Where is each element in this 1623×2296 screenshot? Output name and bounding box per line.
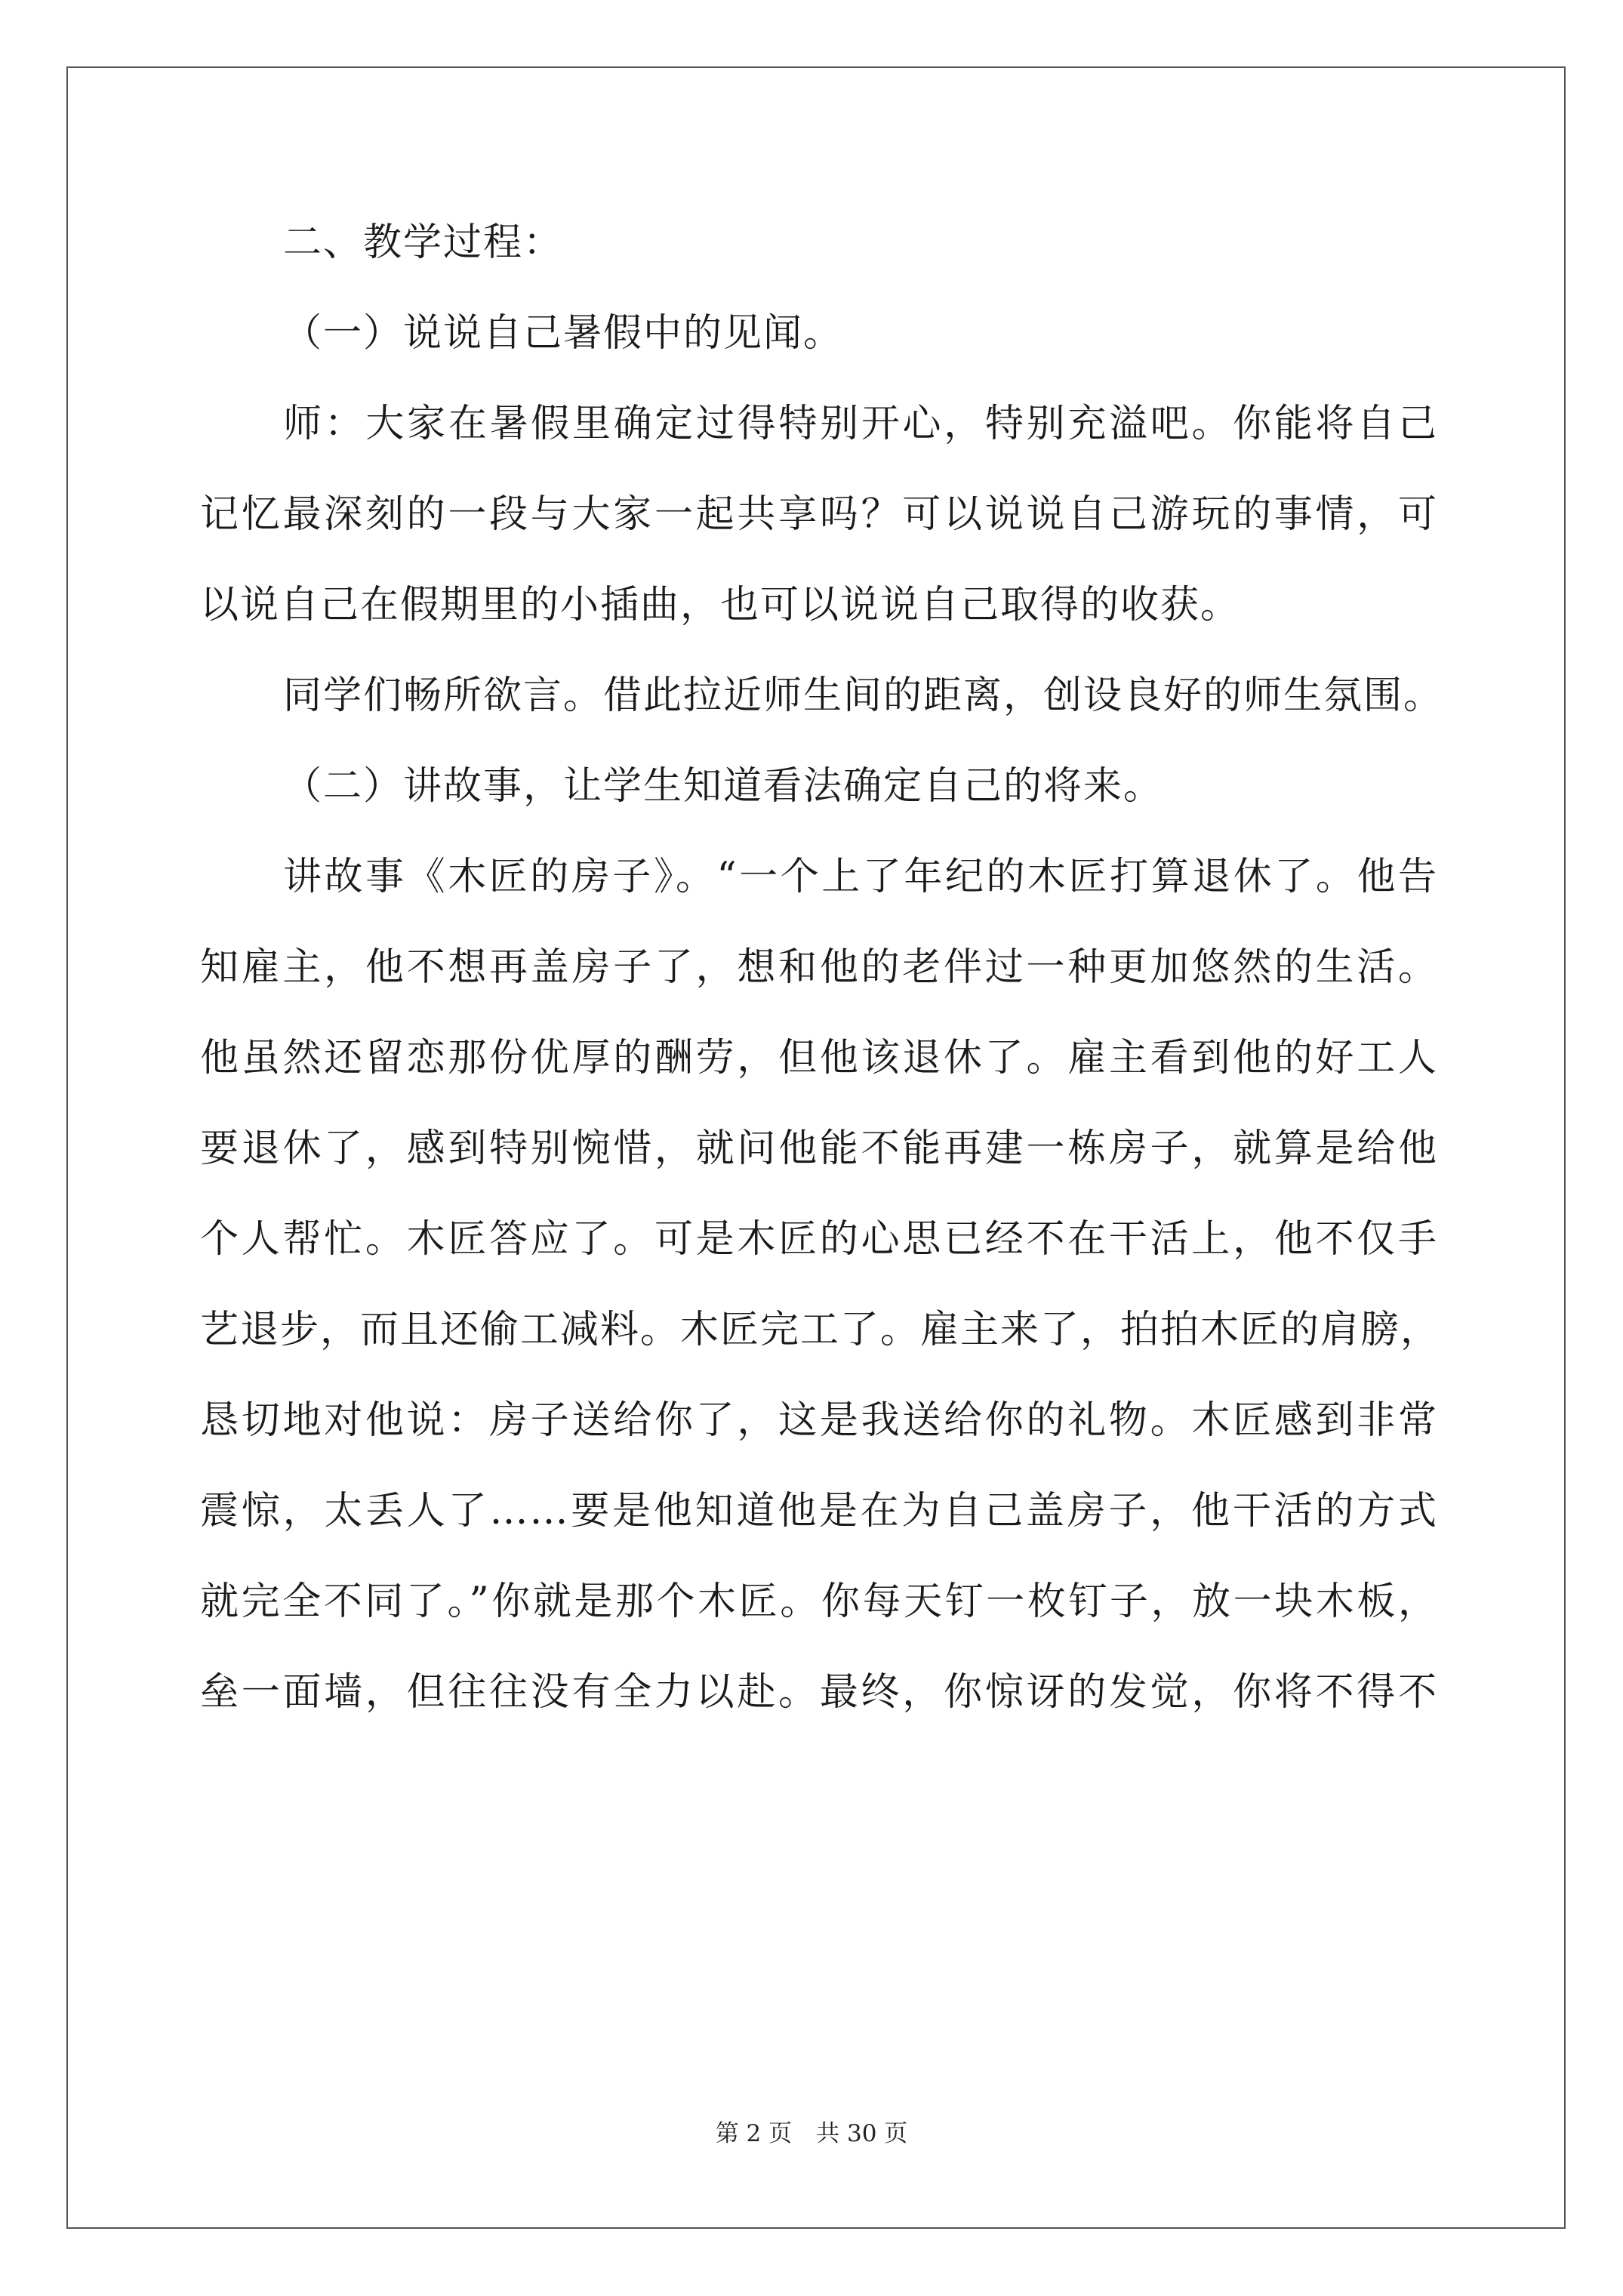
paragraph-line: 要退休了，感到特别惋惜，就问他能不能再建一栋房子，就算是给他 bbox=[200, 1126, 1438, 1171]
page-total: 共 30 页 bbox=[816, 2120, 908, 2147]
page-number: 第 2 页 bbox=[715, 2120, 793, 2147]
page-footer bbox=[0, 2119, 1623, 2149]
paragraph-line: 艺退步，而且还偷工减料。木匠完工了。雇主来了，拍拍木匠的肩膀， bbox=[200, 1308, 1441, 1352]
paragraph-line: 以说自己在假期里的小插曲，也可以说说自己取得的收获。 bbox=[200, 583, 1241, 627]
paragraph-line: 他虽然还留恋那份优厚的酬劳，但他该退休了。雇主看到他的好工人 bbox=[200, 1036, 1438, 1080]
subsection-heading-2: （二）讲故事，让学生知道看法确定自己的将来。 bbox=[283, 764, 1164, 809]
paragraph-line: 记忆最深刻的一段与大家一起共享吗？可以说说自己游玩的事情，可 bbox=[200, 492, 1438, 537]
paragraph-line: 同学们畅所欲言。借此拉近师生间的距离，创设良好的师生氛围。 bbox=[283, 673, 1444, 718]
paragraph-line: 讲故事《木匠的房子》。“一个上了年纪的木匠打算退休了。他告 bbox=[283, 855, 1438, 899]
paragraph-line: 恳切地对他说：房子送给你了，这是我送给你的礼物。木匠感到非常 bbox=[200, 1398, 1438, 1443]
section-heading: 二、教学过程： bbox=[283, 220, 564, 265]
paragraph-line: 知雇主，他不想再盖房子了，想和他的老伴过一种更加悠然的生活。 bbox=[200, 945, 1438, 990]
paragraph-line: 个人帮忙。木匠答应了。可是木匠的心思已经不在干活上，他不仅手 bbox=[200, 1217, 1438, 1262]
paragraph-line: 就完全不同了。”你就是那个木匠。你每天钉一枚钉子，放一块木板， bbox=[200, 1579, 1438, 1624]
paragraph-line: 垒一面墙，但往往没有全力以赴。最终，你惊讶的发觉，你将不得不 bbox=[200, 1670, 1438, 1715]
paragraph-line: 师：大家在暑假里确定过得特别开心，特别充溢吧。你能将自己 bbox=[283, 402, 1438, 446]
subsection-heading-1: （一）说说自己暑假中的见闻。 bbox=[283, 311, 844, 356]
paragraph-line: 震惊，太丢人了……要是他知道他是在为自己盖房子，他干活的方式 bbox=[200, 1489, 1438, 1533]
